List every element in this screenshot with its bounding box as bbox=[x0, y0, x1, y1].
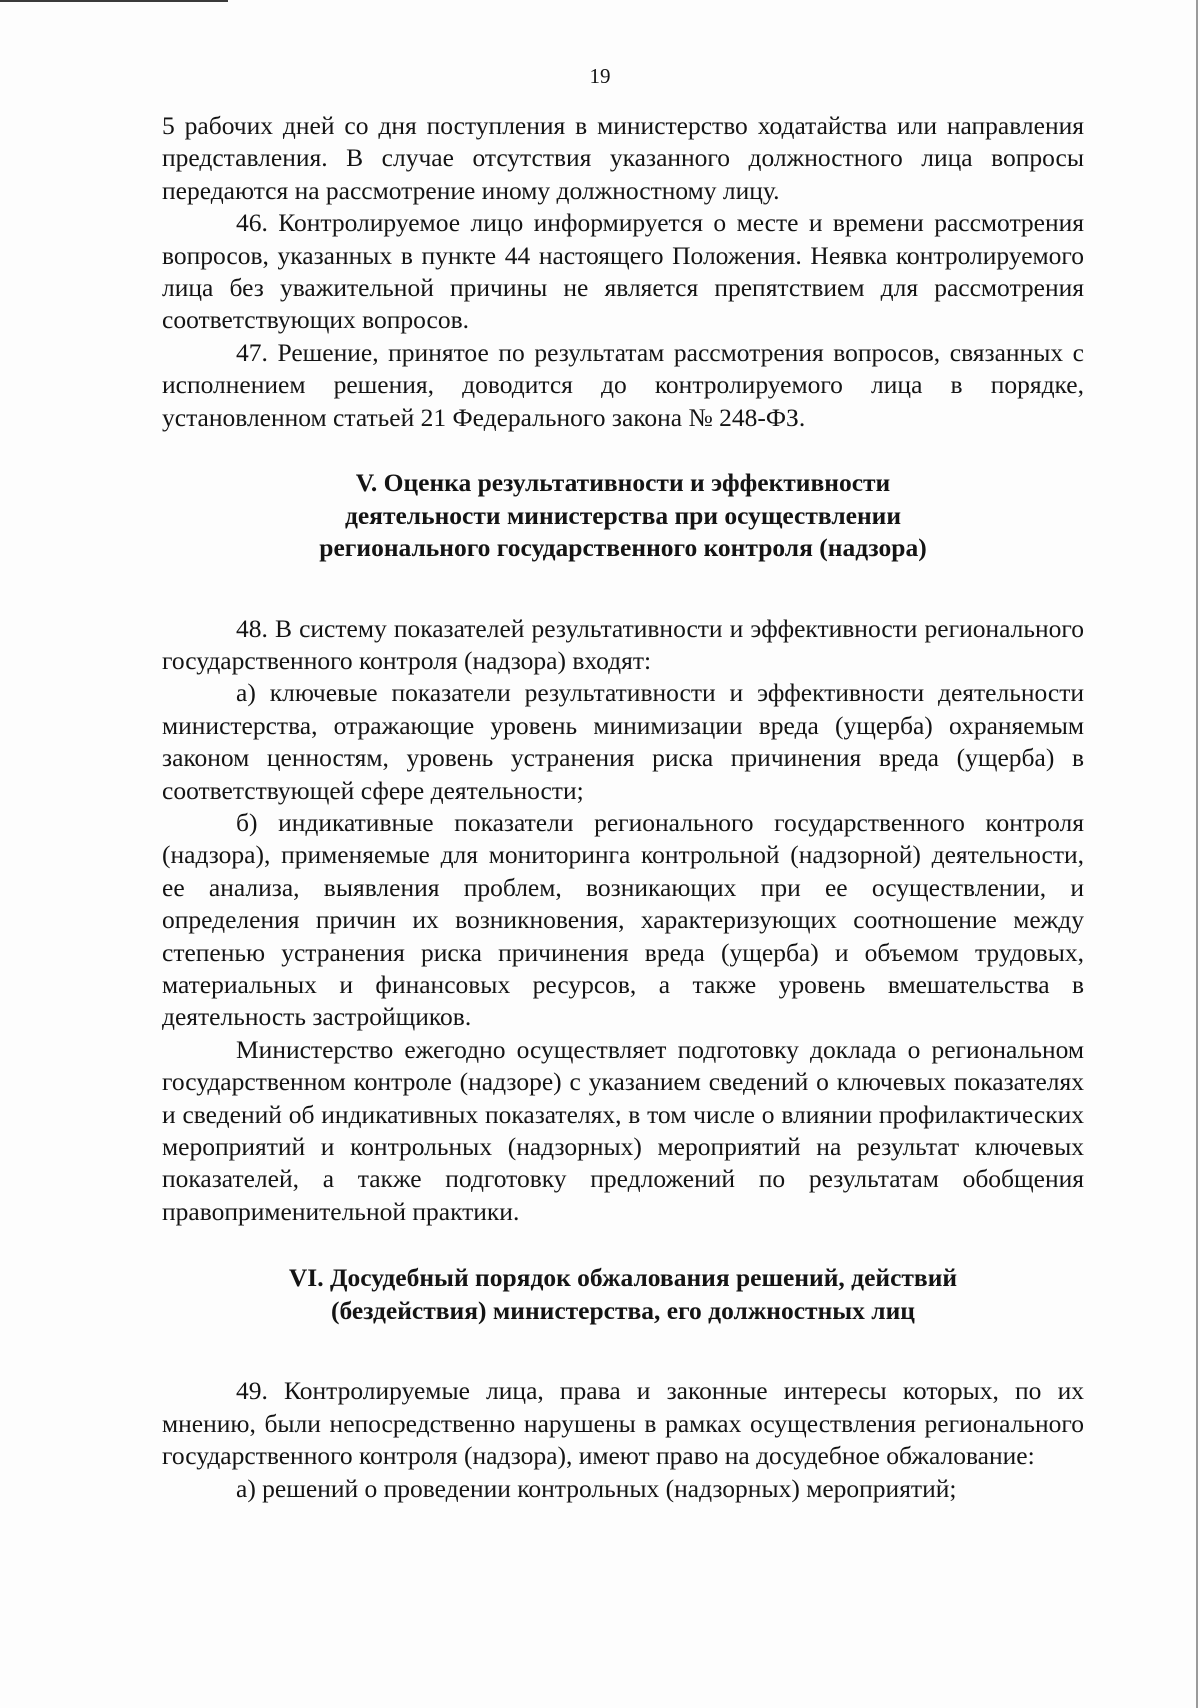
page-number: 19 bbox=[589, 64, 611, 88]
paragraph-47: 47. Решение, принятое по результатам рассмотрения вопросов, связанных с исполнением решения, доводится до контролируемого лица в порядке, установленном статьей 21 Федерального закона № 248-ФЗ. bbox=[162, 337, 1084, 432]
scan-edge-top bbox=[0, 0, 228, 2]
section-6-heading bbox=[162, 1262, 1084, 1327]
scan-edge-right bbox=[1196, 0, 1198, 1708]
section-5-heading-line: деятельности министерства при осуществлении bbox=[344, 500, 902, 530]
section-5-heading bbox=[162, 467, 1084, 565]
paragraph-48-b: б) индикативные показатели регионального государственного контроля (надзора), применяемые для мониторинга контрольной (надзорной) деятельности, ее анализа, выявления проблем, возникающих при ее осуществлении, и определения причин их возникновения, характеризующих соотношение между степенью устранения риска причинения вреда (ущерба) и объемом трудовых, материальных и финансовых ресурсов, а также уровень вмешательства в деятельность застройщиков. bbox=[162, 808, 1084, 1032]
section-6-heading-line: VI. Досудебный порядок обжалования решений, действий bbox=[288, 1263, 958, 1293]
paragraph-continuation: 5 рабочих дней со дня поступления в министерство ходатайства или направления представления. В случае отсутствия указанного должностного лица вопросы передаются на рассмотрение иному должностному лицу. bbox=[162, 111, 1084, 205]
section-6-heading-line: (бездействия) министерства, его должностных лиц bbox=[331, 1295, 915, 1325]
document-body bbox=[162, 110, 1084, 1505]
section-5-heading-line: V. Оценка результативности и эффективности bbox=[355, 468, 891, 498]
paragraph-46: 46. Контролируемое лицо информируется о месте и времени рассмотрения вопросов, указанных в пункте 44 настоящего Положения. Неявка контролируемого лица без уважительной причины не является препятствием для рассмотрения соответствующих вопросов. bbox=[162, 208, 1084, 335]
paragraph-48-a: а) ключевые показатели результативности и эффективности деятельности министерства, отражающие уровень минимизации вреда (ущерба) охраняемым законом ценностям, уровень устранения риска причинения вреда (ущерба) в соответствующей сфере деятельности; bbox=[162, 678, 1084, 805]
section-5-heading-line: регионального государственного контроля (надзора) bbox=[319, 533, 927, 563]
paragraph-48: 48. В систему показателей результативности и эффективности регионального государственного контроля (надзора) входят: bbox=[162, 613, 1084, 675]
paragraph-49: 49. Контролируемые лица, права и законные интересы которых, по их мнению, были непосредственно нарушены в рамках осуществления регионального государственного контроля (надзора), имеют право на досудебное обжалование: bbox=[162, 1376, 1084, 1471]
paragraph-49-a: а) решений о проведении контрольных (надзорных) мероприятий; bbox=[236, 1473, 957, 1503]
paragraph-report: Министерство ежегодно осуществляет подготовку доклада о региональном государственном контроле (надзоре) с указанием сведений о ключевых показателях и сведений об индикативных показателях, в том числе о влиянии профилактических мероприятий и контрольных (надзорных) мероприятий на результат ключевых показателей, а также подготовку предложений по результатам обобщения правоприменительной практики. bbox=[162, 1034, 1084, 1226]
